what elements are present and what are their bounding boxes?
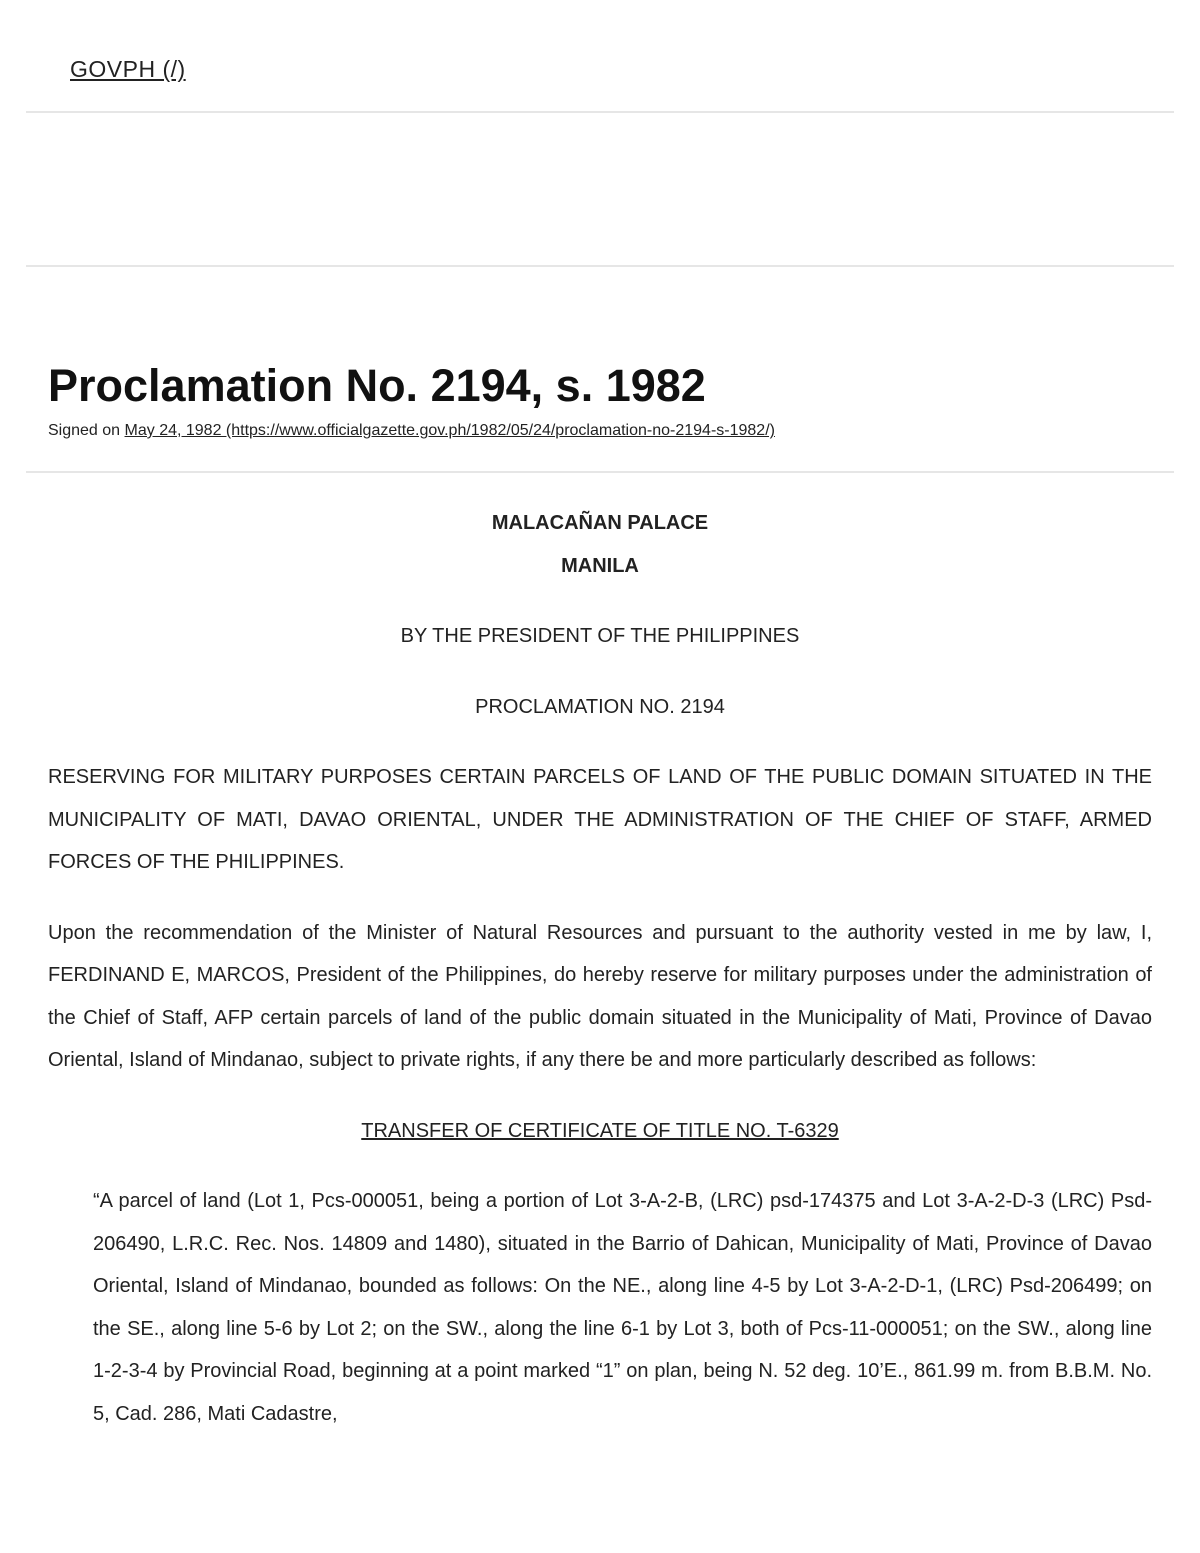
palace-heading: MALACAÑAN PALACE — [491, 512, 709, 534]
proclamation-subject: RESERVING FOR MILITARY PURPOSES CERTAIN PARCELS OF LAND OF THE PUBLIC DOMAIN SITUATED IN THE MUNICIPALITY OF MATI, DAVAO ORIENTAL, UNDER THE ADMINISTRATION OF THE CHIEF OF STAFF, ARMED FORCES OF THE PHILIPPINES. — [48, 766, 1152, 873]
city-heading: MANILA — [561, 554, 639, 577]
proclamation-number: PROCLAMATION NO. 2194 — [475, 695, 725, 718]
section-heading: TRANSFER OF CERTIFICATE OF TITLE NO. T-6329 — [361, 1119, 839, 1142]
site-header — [0, 0, 1200, 112]
proclamation-body — [48, 502, 1152, 1455]
preamble-paragraph: Upon the recommendation of the Minister of Natural Resources and pursuant to the authority vested in me by law, I, FERDINAND E, MARCOS, President of the Philippines, do hereby reserve for military purposes under the administration of the Chief of Staff, AFP certain parcels of land of the public domain situated in the Municipality of Mati, Province of Davao Oriental, Island of Mindanao, subject to private rights, if any there be and more particularly described as follows: — [48, 921, 1152, 1071]
by-line: BY THE PRESIDENT OF THE PHILIPPINES — [400, 625, 800, 647]
govph-home-link[interactable]: GOVPH (/) — [70, 56, 186, 82]
page-title: Proclamation No. 2194, s. 1982 — [48, 360, 706, 411]
signed-date-link[interactable]: May 24, 1982 (https://www.officialgazette.gov.ph/1982/05/24/proclamation-no-2194-s-1982/) — [124, 422, 775, 439]
header-divider — [26, 111, 1174, 113]
signed-prefix: Signed on — [48, 422, 125, 439]
signed-date-line — [48, 422, 775, 440]
banner-divider — [26, 265, 1174, 267]
parcel-description: “A parcel of land (Lot 1, Pcs-000051, being a portion of Lot 3-A-2-B, (LRC) psd-174375 and Lot 3-A-2-D-3 (LRC) Psd-206490, L.R.C. Rec. Nos. 14809 and 1480), situated in the Barrio of Dahican, Municipality of Mati, Province of Davao Oriental, Island of Mindanao, bounded as follows: On the NE., along line 4-5 by Lot 3-A-2-D-1, (LRC) Psd-206499; on the SE., along line 5-6 by Lot 2; on the SW., along the line 6-1 by Lot 3, both of Pcs-11-000051; on the SW., along line 1-2-3-4 by Provincial Road, beginning at a point marked “1” on plan, being N. 52 deg. 10’E., 861.99 m. from B.B.M. No. 5, Cad. 286, Mati Cadastre, — [93, 1190, 1152, 1425]
title-divider — [26, 471, 1174, 473]
